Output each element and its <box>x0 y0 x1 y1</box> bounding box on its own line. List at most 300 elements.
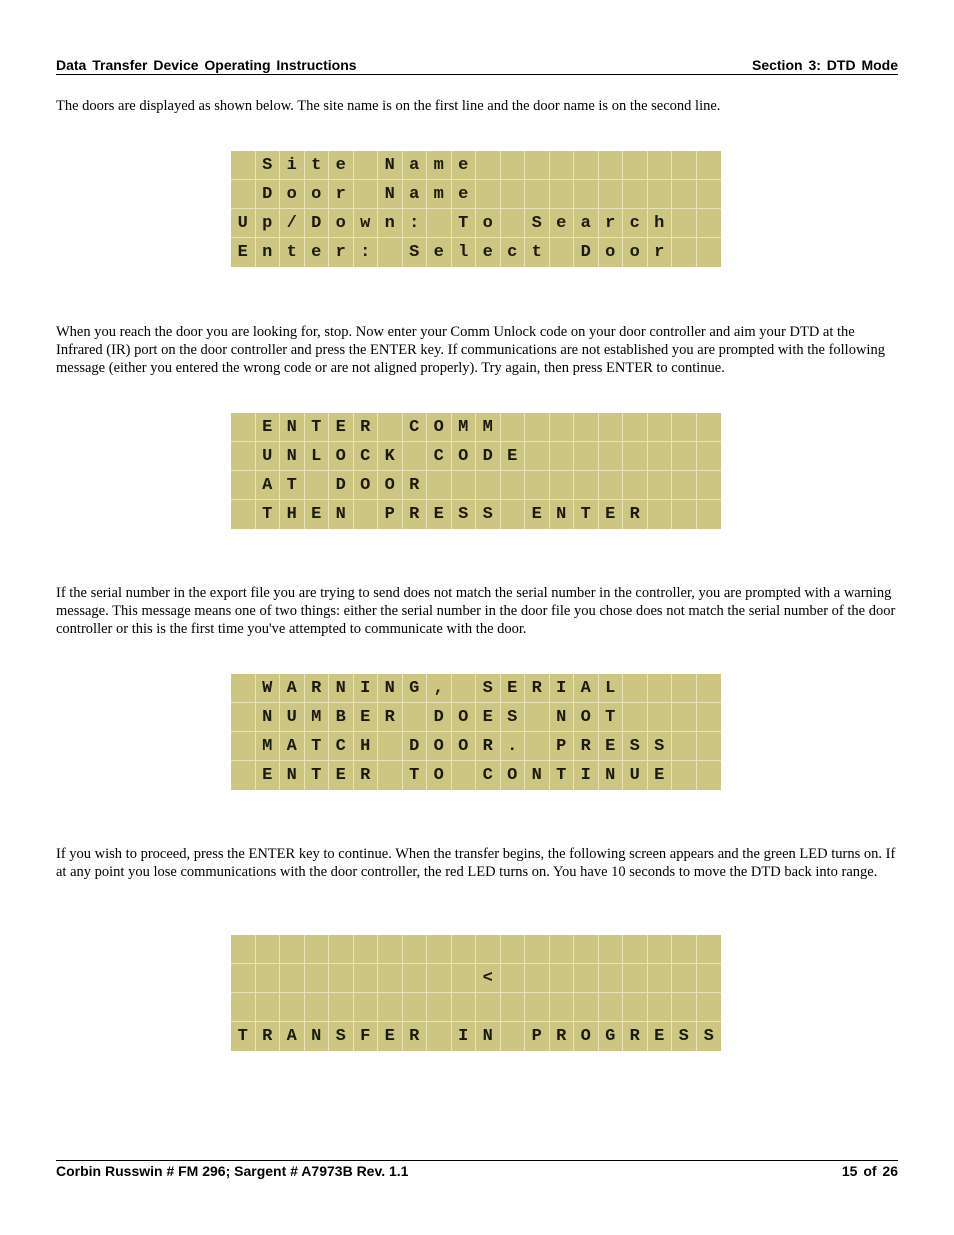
lcd-char-cell: O <box>427 761 452 790</box>
lcd-char-cell <box>525 180 550 209</box>
lcd-char-cell: r <box>329 180 354 209</box>
lcd-char-cell: D <box>476 442 501 471</box>
lcd-char-cell: R <box>574 732 599 761</box>
lcd-char-cell <box>403 703 428 732</box>
lcd-char-cell: F <box>354 1022 379 1051</box>
lcd-char-cell <box>623 964 648 993</box>
lcd-char-cell: n <box>378 209 403 238</box>
lcd-char-cell: i <box>280 151 305 180</box>
lcd-char-cell <box>501 413 526 442</box>
lcd-char-cell: S <box>623 732 648 761</box>
lcd-char-cell <box>231 442 256 471</box>
lcd-char-cell: O <box>501 761 526 790</box>
lcd-char-cell <box>476 151 501 180</box>
lcd-char-cell: h <box>648 209 673 238</box>
lcd-char-cell <box>305 993 330 1022</box>
lcd-char-cell: I <box>354 674 379 703</box>
lcd-char-cell <box>427 964 452 993</box>
lcd-char-cell <box>501 209 526 238</box>
lcd-char-cell <box>452 993 477 1022</box>
lcd-char-cell: A <box>280 732 305 761</box>
lcd-char-cell <box>378 935 403 964</box>
lcd-char-cell <box>305 964 330 993</box>
lcd-screen-enter-comm <box>231 413 721 529</box>
lcd-char-cell <box>525 442 550 471</box>
lcd-char-cell: N <box>329 500 354 529</box>
lcd-char-cell <box>354 151 379 180</box>
lcd-char-cell: S <box>648 732 673 761</box>
lcd-char-cell: E <box>329 413 354 442</box>
lcd-char-cell: O <box>427 732 452 761</box>
lcd-char-cell: R <box>403 1022 428 1051</box>
lcd-char-cell <box>697 151 722 180</box>
lcd-char-cell: O <box>452 442 477 471</box>
lcd-screen-transfer-progress <box>231 935 721 1051</box>
lcd-char-cell <box>599 413 624 442</box>
lcd-char-cell <box>452 471 477 500</box>
lcd-char-cell: S <box>476 674 501 703</box>
lcd-char-cell: S <box>256 151 281 180</box>
lcd-char-cell: A <box>280 674 305 703</box>
lcd-char-cell <box>648 151 673 180</box>
lcd-char-cell <box>672 442 697 471</box>
lcd-char-cell <box>672 761 697 790</box>
lcd-char-cell: U <box>256 442 281 471</box>
lcd-char-cell <box>427 993 452 1022</box>
lcd-char-cell <box>599 935 624 964</box>
lcd-char-cell: O <box>354 471 379 500</box>
lcd-char-cell: E <box>305 500 330 529</box>
lcd-char-cell: : <box>403 209 428 238</box>
lcd-char-cell <box>231 964 256 993</box>
lcd-char-cell: N <box>525 761 550 790</box>
lcd-char-cell: o <box>623 238 648 267</box>
lcd-char-cell: D <box>329 471 354 500</box>
lcd-char-cell: M <box>305 703 330 732</box>
lcd-char-cell <box>476 993 501 1022</box>
lcd-char-cell: E <box>256 413 281 442</box>
lcd-char-cell: S <box>329 1022 354 1051</box>
lcd-char-cell <box>599 180 624 209</box>
lcd-char-cell <box>525 964 550 993</box>
lcd-char-cell <box>525 935 550 964</box>
lcd-char-cell: S <box>476 500 501 529</box>
lcd-char-cell <box>574 471 599 500</box>
lcd-char-cell <box>280 964 305 993</box>
lcd-char-cell <box>672 935 697 964</box>
lcd-char-cell: S <box>501 703 526 732</box>
lcd-char-cell <box>305 471 330 500</box>
lcd-char-cell: O <box>452 703 477 732</box>
lcd-char-cell: w <box>354 209 379 238</box>
lcd-char-cell <box>550 935 575 964</box>
lcd-char-cell <box>648 703 673 732</box>
lcd-char-cell: S <box>703 1027 714 1046</box>
lcd-char-cell <box>256 993 281 1022</box>
lcd-char-cell: . <box>501 732 526 761</box>
lcd-char-cell <box>501 935 526 964</box>
lcd-char-cell: S <box>525 209 550 238</box>
lcd-char-cell <box>378 413 403 442</box>
lcd-char-cell: e <box>452 151 477 180</box>
lcd-char-cell <box>648 674 673 703</box>
lcd-char-cell <box>476 471 501 500</box>
lcd-char-cell: E <box>648 761 673 790</box>
lcd-char-cell <box>550 993 575 1022</box>
lcd-char-cell <box>697 674 722 703</box>
lcd-screen-warning-serial <box>231 674 721 790</box>
lcd-char-cell <box>672 500 697 529</box>
lcd-char-cell: G <box>599 1022 624 1051</box>
lcd-char-cell <box>231 471 256 500</box>
lcd-char-cell <box>256 964 281 993</box>
lcd-char-cell: N <box>256 703 281 732</box>
lcd-char-cell <box>648 442 673 471</box>
lcd-char-cell <box>672 732 697 761</box>
lcd-char-cell: R <box>378 703 403 732</box>
lcd-char-cell <box>697 238 722 267</box>
footer-page-number: 15 of 26 <box>841 1163 898 1179</box>
lcd-char-cell <box>452 674 477 703</box>
lcd-char-cell <box>623 180 648 209</box>
lcd-char-cell: a <box>403 151 428 180</box>
lcd-char-cell <box>231 732 256 761</box>
lcd-char-cell: O <box>329 442 354 471</box>
lcd-char-cell <box>599 471 624 500</box>
lcd-char-cell: E <box>525 500 550 529</box>
lcd-char-cell <box>403 964 428 993</box>
lcd-char-cell <box>403 935 428 964</box>
paragraph-serial-warning: If the serial number in the export file you are trying to send does not match the serial number in the controller, you are prompted with a warning message. This message means one of two things: either the serial number in the door file you chose does not match the serial number of the door controller or this is the first time you've attempted to communicate with the door. <box>56 585 896 637</box>
lcd-char-cell <box>697 413 722 442</box>
lcd-char-cell <box>501 500 526 529</box>
lcd-char-cell: l <box>452 238 477 267</box>
lcd-char-cell: A <box>280 1022 305 1051</box>
lcd-char-cell <box>672 209 697 238</box>
lcd-char-cell: O <box>427 413 452 442</box>
lcd-char-cell: o <box>476 209 501 238</box>
lcd-char-cell: < <box>476 964 501 993</box>
lcd-char-cell: U <box>623 761 648 790</box>
lcd-char-cell: R <box>403 500 428 529</box>
lcd-char-cell: R <box>550 1022 575 1051</box>
lcd-char-cell: N <box>378 180 403 209</box>
lcd-screen-door-select <box>231 151 721 267</box>
lcd-char-cell <box>476 180 501 209</box>
lcd-char-cell: D <box>403 732 428 761</box>
lcd-char-cell: r <box>648 238 673 267</box>
lcd-char-cell: O <box>574 1022 599 1051</box>
lcd-char-cell: / <box>280 209 305 238</box>
lcd-char-cell: t <box>305 151 330 180</box>
lcd-char-cell: N <box>550 500 575 529</box>
lcd-char-cell: N <box>599 761 624 790</box>
lcd-char-cell <box>403 442 428 471</box>
lcd-char-cell: m <box>427 180 452 209</box>
lcd-char-cell: E <box>501 442 526 471</box>
lcd-char-cell: C <box>427 442 452 471</box>
lcd-char-cell <box>672 993 697 1022</box>
lcd-char-cell <box>697 180 722 209</box>
lcd-char-cell <box>623 993 648 1022</box>
lcd-char-cell: P <box>525 1022 550 1051</box>
lcd-char-cell: U <box>280 703 305 732</box>
lcd-char-cell: E <box>329 761 354 790</box>
lcd-char-cell: T <box>452 209 477 238</box>
lcd-char-cell: E <box>501 674 526 703</box>
lcd-char-cell <box>525 471 550 500</box>
lcd-char-cell <box>599 442 624 471</box>
lcd-char-cell: D <box>256 180 281 209</box>
lcd-char-cell: S <box>452 500 477 529</box>
lcd-char-cell: I <box>550 674 575 703</box>
lcd-char-cell: T <box>403 761 428 790</box>
lcd-char-cell <box>697 964 722 993</box>
lcd-char-cell: E <box>599 732 624 761</box>
lcd-char-cell <box>672 674 697 703</box>
lcd-char-cell <box>231 993 256 1022</box>
lcd-char-cell: T <box>550 761 575 790</box>
lcd-char-cell <box>623 151 648 180</box>
lcd-char-cell <box>623 442 648 471</box>
lcd-char-cell <box>672 703 697 732</box>
paragraph-transfer: If you wish to proceed, press the ENTER key to continue. When the transfer begins, the following screen appears and the green LED turns on. If at any point you lose communications with the door controller, the red LED turns on. You have 10 seconds to move the DTD back into range. <box>56 846 896 880</box>
lcd-char-cell: P <box>550 732 575 761</box>
lcd-char-cell <box>574 413 599 442</box>
lcd-char-cell <box>550 413 575 442</box>
lcd-char-cell <box>378 732 403 761</box>
lcd-char-cell <box>672 471 697 500</box>
lcd-char-cell <box>501 180 526 209</box>
lcd-char-cell: R <box>476 732 501 761</box>
lcd-char-cell: t <box>525 238 550 267</box>
lcd-char-cell: R <box>623 500 648 529</box>
lcd-char-cell <box>648 935 673 964</box>
lcd-char-cell <box>452 964 477 993</box>
lcd-char-cell: R <box>623 1022 648 1051</box>
lcd-char-cell: T <box>256 500 281 529</box>
lcd-char-cell <box>231 180 256 209</box>
lcd-char-cell <box>623 703 648 732</box>
lcd-char-cell <box>329 993 354 1022</box>
lcd-char-cell: U <box>231 209 256 238</box>
lcd-char-cell <box>452 935 477 964</box>
lcd-char-cell <box>550 180 575 209</box>
lcd-char-cell: N <box>280 442 305 471</box>
lcd-char-cell: S <box>403 238 428 267</box>
lcd-char-cell <box>672 238 697 267</box>
lcd-char-cell <box>280 993 305 1022</box>
lcd-char-cell <box>574 993 599 1022</box>
lcd-char-cell: B <box>329 703 354 732</box>
lcd-char-cell: C <box>403 413 428 442</box>
lcd-char-cell <box>452 761 477 790</box>
lcd-char-cell <box>672 151 697 180</box>
lcd-char-cell <box>354 500 379 529</box>
header-section-title: Section 3: DTD Mode <box>751 57 898 73</box>
lcd-char-cell <box>256 935 281 964</box>
lcd-char-cell <box>574 935 599 964</box>
paragraph-door-display: The doors are displayed as shown below. The site name is on the first line and the door name is on the second line. <box>56 98 721 114</box>
lcd-char-cell <box>231 703 256 732</box>
lcd-char-cell <box>599 151 624 180</box>
lcd-char-cell: D <box>305 209 330 238</box>
lcd-char-cell: G <box>403 674 428 703</box>
lcd-char-cell <box>501 151 526 180</box>
lcd-char-cell: M <box>256 732 281 761</box>
lcd-char-cell <box>501 964 526 993</box>
lcd-char-cell <box>525 703 550 732</box>
lcd-char-cell: N <box>329 674 354 703</box>
lcd-char-cell <box>403 993 428 1022</box>
lcd-char-cell: e <box>305 238 330 267</box>
lcd-char-cell: N <box>305 1022 330 1051</box>
lcd-char-cell <box>697 935 722 964</box>
lcd-char-cell <box>623 674 648 703</box>
lcd-char-cell: o <box>305 180 330 209</box>
lcd-char-cell: E <box>231 238 256 267</box>
lcd-char-cell <box>648 993 673 1022</box>
lcd-char-cell: O <box>378 471 403 500</box>
lcd-char-cell <box>648 413 673 442</box>
lcd-char-cell: T <box>305 732 330 761</box>
lcd-char-cell <box>427 209 452 238</box>
lcd-char-cell <box>525 151 550 180</box>
lcd-char-cell: e <box>329 151 354 180</box>
lcd-char-cell <box>697 993 722 1022</box>
lcd-char-cell: A <box>256 471 281 500</box>
page-header <box>56 57 898 75</box>
lcd-char-cell: D <box>427 703 452 732</box>
lcd-char-cell <box>354 964 379 993</box>
lcd-char-cell <box>623 935 648 964</box>
lcd-char-cell: O <box>574 703 599 732</box>
lcd-char-cell <box>550 964 575 993</box>
lcd-char-cell: T <box>574 500 599 529</box>
lcd-char-cell <box>648 471 673 500</box>
lcd-char-cell: r <box>329 238 354 267</box>
lcd-char-cell: r <box>599 209 624 238</box>
lcd-char-cell <box>697 500 722 529</box>
lcd-char-cell: , <box>427 674 452 703</box>
page-footer <box>56 1160 898 1181</box>
lcd-char-cell <box>697 471 722 500</box>
lcd-char-cell <box>623 413 648 442</box>
lcd-char-cell <box>378 761 403 790</box>
lcd-char-cell <box>672 413 697 442</box>
lcd-char-cell <box>648 180 673 209</box>
lcd-char-cell <box>427 935 452 964</box>
lcd-char-cell <box>501 471 526 500</box>
lcd-char-cell: K <box>378 442 403 471</box>
lcd-char-cell <box>574 180 599 209</box>
lcd-char-cell <box>354 935 379 964</box>
lcd-char-cell: o <box>329 209 354 238</box>
lcd-char-cell: E <box>648 1022 673 1051</box>
lcd-char-cell <box>231 413 256 442</box>
lcd-char-cell <box>599 964 624 993</box>
lcd-char-cell: E <box>599 500 624 529</box>
lcd-char-cell <box>501 993 526 1022</box>
lcd-char-cell <box>329 935 354 964</box>
lcd-char-cell <box>697 703 722 732</box>
lcd-char-cell: H <box>354 732 379 761</box>
lcd-char-cell: E <box>378 1022 403 1051</box>
lcd-char-cell: T <box>280 471 305 500</box>
lcd-char-cell <box>354 180 379 209</box>
lcd-char-cell: N <box>476 1022 501 1051</box>
lcd-char-cell <box>550 471 575 500</box>
lcd-char-cell: a <box>403 180 428 209</box>
lcd-char-cell: C <box>476 761 501 790</box>
lcd-char-cell <box>427 1022 452 1051</box>
lcd-char-cell: R <box>354 761 379 790</box>
lcd-char-cell <box>501 1022 526 1051</box>
lcd-char-cell <box>574 442 599 471</box>
lcd-char-cell: e <box>550 209 575 238</box>
lcd-char-cell: I <box>574 761 599 790</box>
lcd-char-cell: R <box>525 674 550 703</box>
lcd-char-cell <box>378 993 403 1022</box>
lcd-char-cell <box>550 442 575 471</box>
lcd-char-cell <box>697 732 722 761</box>
lcd-char-cell: m <box>427 151 452 180</box>
lcd-char-cell: c <box>501 238 526 267</box>
lcd-char-cell: C <box>354 442 379 471</box>
lcd-char-cell: M <box>476 413 501 442</box>
lcd-char-cell: T <box>231 1022 256 1051</box>
lcd-char-cell <box>672 180 697 209</box>
lcd-char-cell <box>599 993 624 1022</box>
lcd-char-cell: T <box>305 413 330 442</box>
lcd-char-cell <box>231 674 256 703</box>
lcd-char-cell: M <box>452 413 477 442</box>
lcd-char-cell <box>231 151 256 180</box>
lcd-char-cell <box>378 238 403 267</box>
lcd-char-cell: O <box>452 732 477 761</box>
lcd-char-cell <box>525 732 550 761</box>
lcd-char-cell: R <box>256 1022 281 1051</box>
lcd-char-cell <box>525 413 550 442</box>
lcd-char-cell <box>305 935 330 964</box>
lcd-char-cell: N <box>378 151 403 180</box>
lcd-char-cell: I <box>452 1022 477 1051</box>
lcd-char-cell <box>648 500 673 529</box>
lcd-char-cell <box>378 964 403 993</box>
lcd-char-cell: o <box>599 238 624 267</box>
lcd-char-cell: S <box>672 1022 697 1051</box>
lcd-char-cell: R <box>403 471 428 500</box>
lcd-char-cell <box>231 935 256 964</box>
lcd-char-cell: c <box>623 209 648 238</box>
lcd-char-cell: T <box>599 703 624 732</box>
lcd-char-cell: A <box>574 674 599 703</box>
lcd-char-cell: E <box>476 703 501 732</box>
lcd-char-cell: W <box>256 674 281 703</box>
lcd-char-cell: o <box>280 180 305 209</box>
lcd-char-cell <box>574 151 599 180</box>
header-document-title: Data Transfer Device Operating Instructions <box>56 57 357 73</box>
lcd-char-cell: D <box>574 238 599 267</box>
lcd-char-cell <box>525 993 550 1022</box>
lcd-char-cell: L <box>305 442 330 471</box>
lcd-char-cell: p <box>256 209 281 238</box>
lcd-char-cell: t <box>280 238 305 267</box>
lcd-char-cell <box>280 935 305 964</box>
lcd-char-cell: : <box>354 238 379 267</box>
lcd-char-cell <box>231 761 256 790</box>
lcd-char-cell <box>697 761 722 790</box>
